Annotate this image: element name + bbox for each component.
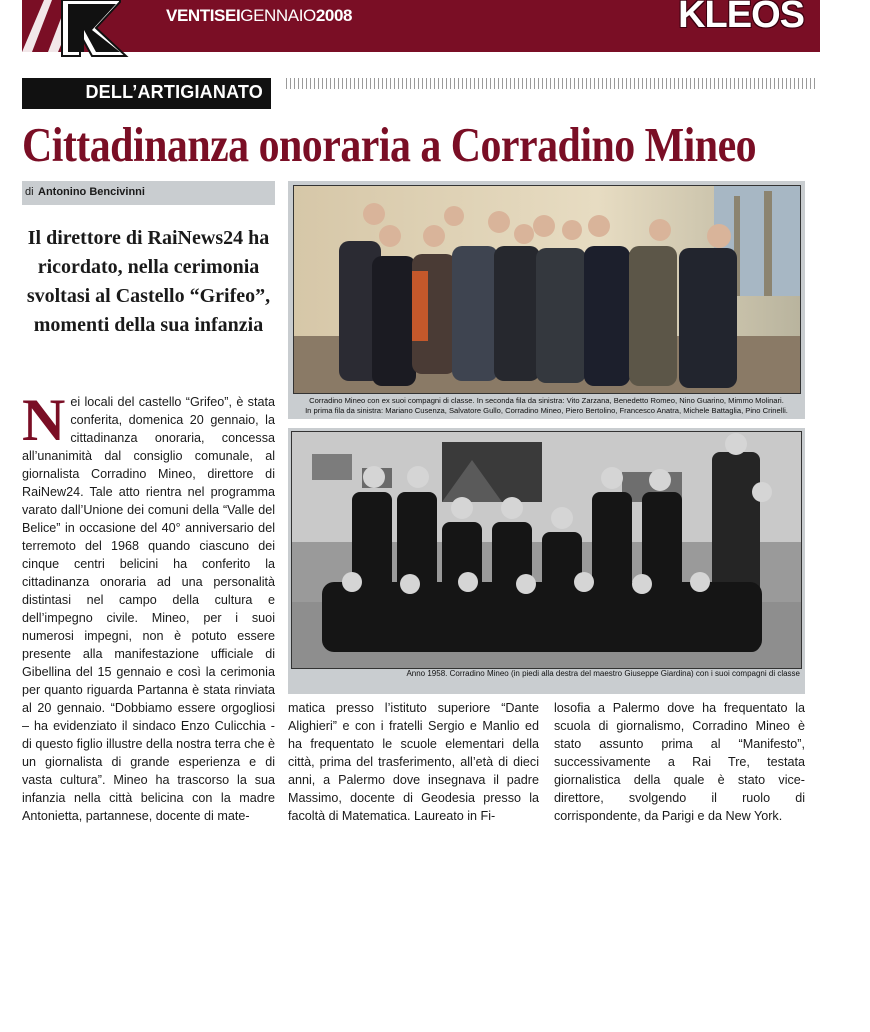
byline-prefix: di <box>25 186 34 198</box>
photo-reunion-caption: Corradino Mineo con ex suoi compagni di classe. In seconda fila da sinistra: Vito Zarzana, Benedetto Romeo, Nino Guarino, Mimmo Molinari. In prima fila da sinistra: Mariano Cusenza, Salvatore Gullo, Corradino Mineo, Piero Bertolino, Francesco Anatra, Michele Battaglia, Pino Crinelli. <box>305 396 788 415</box>
photo-box-1958-class <box>288 428 805 694</box>
photo-1958-caption: Anno 1958. Corradino Mineo (in piedi alla destra del maestro Giuseppe Giardina) con i suoi compagni di classe <box>406 669 800 678</box>
photo-reunion-image <box>294 186 800 393</box>
section-label: DELL’ARTIGIANATO <box>22 78 271 109</box>
byline-author: Antonino Bencivinni <box>38 186 145 198</box>
article-column-2: matica presso l’istituto superiore “Dante Alighieri” e con i fratelli Sergio e Manlio ed ha frequentato le scuole elementari della città, prima del trasferimento, all’età di dieci anni, a Palermo dove insegnava il padre Massimo, docente di Geodesia presso la facoltà di Matematica. Laureato in Fi- <box>288 701 539 823</box>
decorative-rule <box>286 78 818 89</box>
magazine-name: KLEOS <box>678 0 804 36</box>
kleos-logo-icon <box>22 0 162 58</box>
photo-box-reunion <box>288 181 805 419</box>
drop-cap: N <box>22 387 66 453</box>
column-1-text: ei locali del castello “Grifeo”, è stata conferita, domenica 20 gennaio, la cittadinanza onoraria, concessa all’unanimità dal consiglio comunale, al giornalista Corradino Mineo, direttore di RaiNew24. Tale atto rientra nel programma varato dall’Unione dei comuni della “Valle del Belice” in occasione del 40° anniversario del terremoto del 1968 quando ciascuno dei cinque centri belicini ha conferito la cittadinanza onoraria ad una personalità distintasi nel campo della cultura e dell’impegno civile. Mineo, per i suoi numerosi impegni, non è potuto essere presente alla manifestazione ufficiale di Gibellina del 15 gennaio e così la cerimonia per quanto riguarda Partanna è stata rinviata al 20 gennaio. “Dobbiamo essere orgogliosi – ha evidenziato il sindaco Enzo Culicchia - di questo figlio illustre della nostra terra che è un giornalista di grande esperienza e di vasta cultura”. Mineo ha trascorso la sua infanzia nella città belicina con la madre Antonietta, partannese, docente di mate- <box>22 395 275 823</box>
byline <box>22 181 275 205</box>
photo-1958-class-image <box>292 432 801 668</box>
article-column-3: losofia a Palermo dove ha frequentato la scuola di giornalismo, Corradino Mineo è stato assunto prima al “Manifesto”, successivamente a Rai Tre, testata giornalistica della quale è stato vice-direttore, svolgendo il ruolo di corrispondente, da Parigi e da New York. <box>554 701 805 823</box>
article-column-1 <box>22 387 275 825</box>
article-subheading: Il direttore di RaiNews24 ha ricordato, nella cerimonia svoltasi al Castello “Grifeo”, momenti della sua infanzia <box>26 227 271 336</box>
photo-reunion-group <box>293 185 801 394</box>
article-headline: Cittadinanza onoraria a Corradino Mineo <box>22 117 757 172</box>
photo-1958-class <box>291 431 802 669</box>
issue-date: VENTISEIGENNAIO2008 <box>166 6 353 25</box>
